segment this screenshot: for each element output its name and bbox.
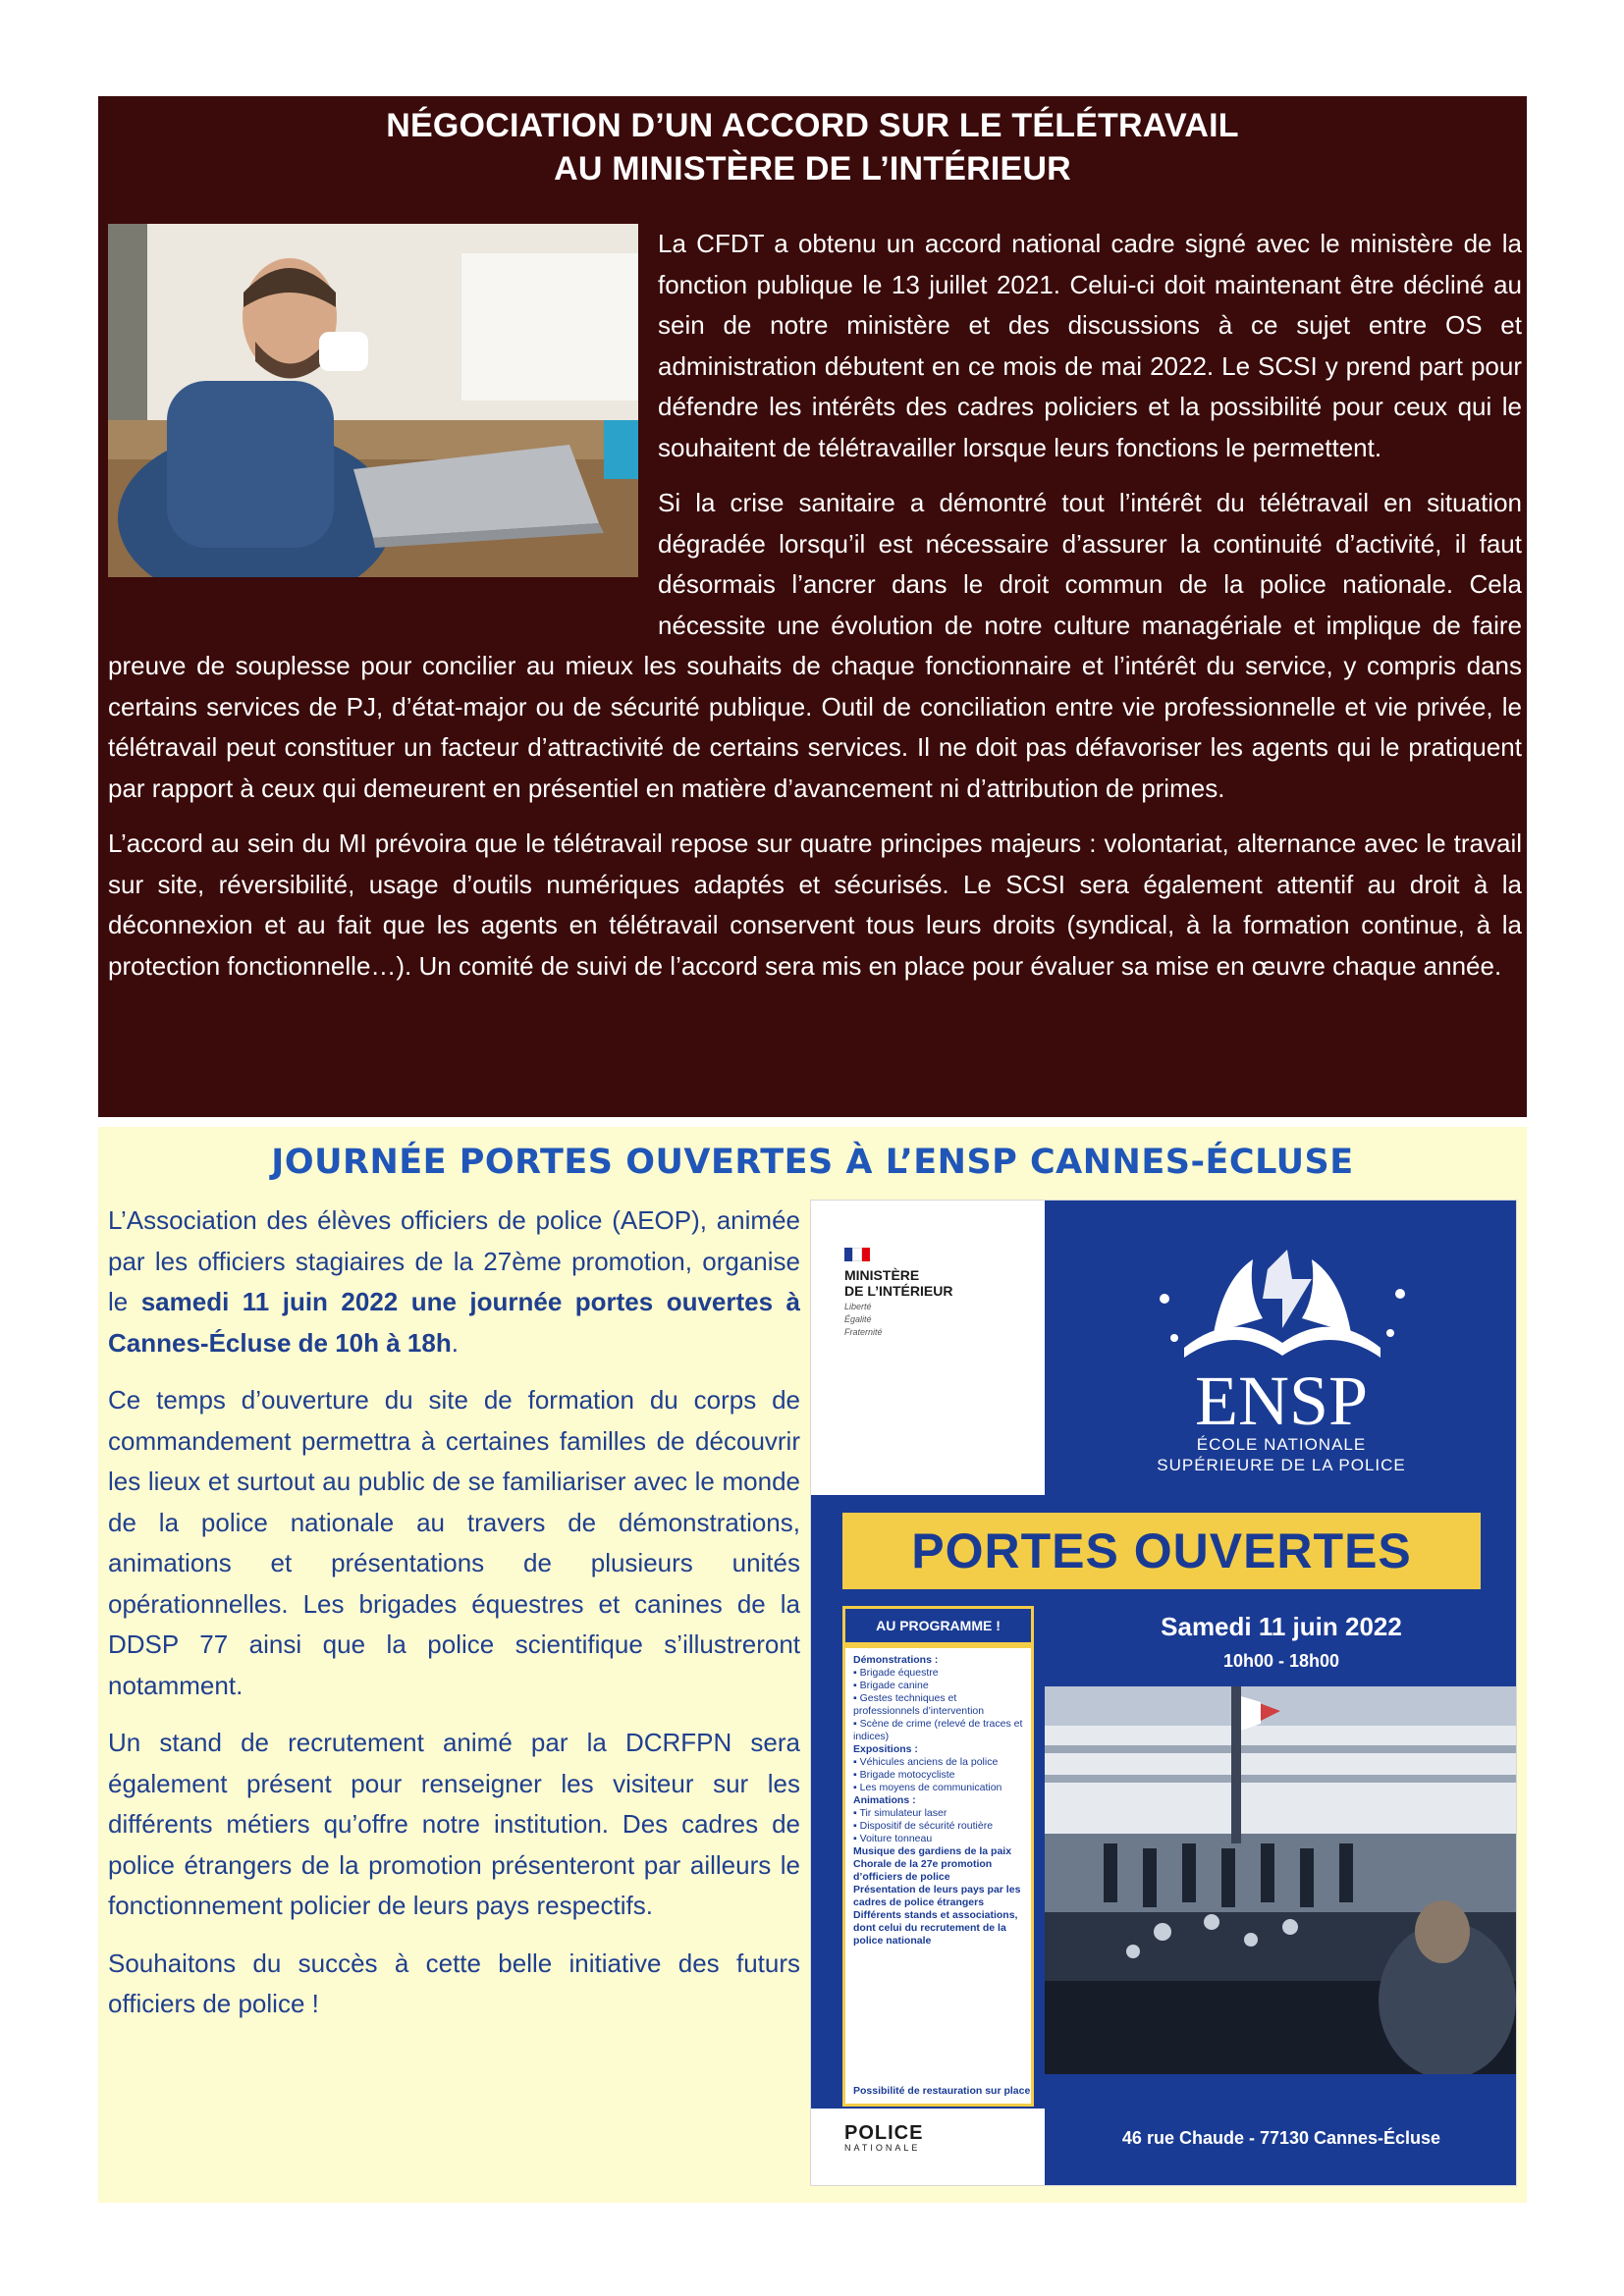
poster-hours: 10h00 - 18h00 <box>1222 1651 1340 1671</box>
portes-ouvertes-body <box>108 1201 800 2042</box>
teletravail-title-line2: AU MINISTÈRE DE L’INTÉRIEUR <box>554 150 1071 187</box>
teletravail-paragraph-1: La CFDT a obtenu un accord national cadre signé avec le ministère de la fonction publique le 13 juillet 2021. Celui-ci doit maintenant être décliné au sein de notre ministère et des discussions à ce sujet entre OS et administration débutent en ce mois de mai 2022. Le SCSI y prend part pour défendre les intérêts des cadres policiers et la possibilité pour ceux qui le souhaitent de télétravailler lorsque leurs fonctions le permettent. <box>658 229 1522 462</box>
ensp-poster <box>810 1200 1517 2186</box>
school-name: ÉCOLE NATIONALE SUPÉRIEURE DE LA POLICE <box>1157 1435 1406 1474</box>
police-parade-photo <box>1045 1686 1517 2074</box>
police-nationale-logo: POLICE NATIONALE <box>844 2122 924 2153</box>
ensp-wordmark: ENSP <box>1194 1362 1369 1440</box>
ensp-emblem-icon <box>1145 1240 1420 1367</box>
teletravail-paragraph-3: L’accord au sein du MI prévoira que le télétravail repose sur quatre principes majeurs : volontariat, alternance avec le travail sur site, réversibilité, usage d’outils numériques adaptés et sécurisés. Le SCSI sera également attentif au droit à la déconnexion et au fait que les agents en télétravail conservent tous leurs droits (syndical, à la formation continue, à la protection fonctionnelle…). Un comité de suivi de l’accord sera mis en place pour évaluer sa mise en œuvre chaque année. <box>108 828 1522 981</box>
portes-ouvertes-paragraph-2: Ce temps d’ouverture du site de formation du corps de commandement permettra à certaines familles de découvrir les lieux et surtout au public de se familiariser avec le monde de la police nationale au travers de démonstrations, animations et présentations de plusieurs unités opérationnelles. Les brigades équestres et canines de la DDSP 77 ainsi que la police scientifique s’illustreront notamment. <box>108 1385 800 1700</box>
portes-ouvertes-paragraph-1: L’Association des élèves officiers de police (AEOP), animée par les officiers stagiaires de la 27ème promotion, organise le samedi 11 juin 2022 une journée portes ouvertes à Cannes-Écluse de 10h à 18h. <box>108 1205 800 1358</box>
portes-ouvertes-title: JOURNÉE PORTES OUVERTES À L’ENSP CANNES-ÉCLUSE <box>271 1143 1354 1182</box>
poster-address: 46 rue Chaude - 77130 Cannes-Écluse <box>1045 2089 1517 2186</box>
teletravail-paragraph-2: Si la crise sanitaire a démontré tout l’intérêt du télétravail en situation dégradée lorsqu’il est nécessaire d’assurer la continuité d’activité, il faut désormais l’ancrer dans le droit commun de la police nationale. Cela nécessite une évolution de notre culture managériale et implique de faire preuve de souplesse pour concilier au mieux les souhaits de chaque fonctionnaire et l’intérêt du service, y compris dans certains services de PJ, d’état-major ou de sécurité publique. Outil de conciliation entre vie professionnelle et vie privée, le télétravail peut constituer un facteur d’attractivité de certains services. Il ne doit pas défavoriser les agents qui le pratiquent par rapport à ceux qui demeurent en présentiel en matière d’avancement ni d’attribution de primes. <box>108 488 1522 803</box>
event-date-highlight: samedi 11 juin 2022 une journée portes ouvertes à Cannes-Écluse de 10h à 18h <box>108 1287 800 1358</box>
au-programme-label: AU PROGRAMME ! <box>842 1606 1034 1645</box>
portes-ouvertes-paragraph-3: Un stand de recrutement animé par la DCRFPN sera également présent pour renseigner les visiteur sur les différents métiers qu’offre notre institution. Des cadres de police étrangers de la promotion présenteront par ailleurs le fonctionnement policier de leurs pays respectifs. <box>108 1728 800 1920</box>
teletravail-title <box>98 96 1527 190</box>
teletravail-title-line1: NÉGOCIATION D’UN ACCORD SUR LE TÉLÉTRAVAIL <box>386 107 1239 144</box>
program-list: Démonstrations : ▪ Brigade équestre ▪ Brigade canine ▪ Gestes techniques et professionnels d’intervention ▪ Scène de crime (relevé de traces et indices) Expositions : ▪ Véhicules anciens de la police ▪ Brigade motocycliste ▪ Les moyens de communication Animations : ▪ Tir simulateur laser ▪ Dispositif de sécurité routière ▪ Voiture tonneau Musique des gardiens de la paix Chorale de la 27e promotion d’officiers de police Présentation de leurs pays par les cadres de police étrangers Différents stands et associations, dont celui du recrutement de la police nationale Possibilité de restauration sur place <box>842 1645 1034 2107</box>
teletravail-section <box>98 96 1527 1117</box>
portes-ouvertes-banner: PORTES OUVERTES <box>842 1513 1481 1589</box>
poster-date: Samedi 11 juin 2022 <box>1161 1612 1402 1641</box>
teletravail-body <box>108 224 1522 1001</box>
portes-ouvertes-paragraph-4: Souhaitons du succès à cette belle initiative des futurs officiers de police ! <box>108 1948 800 2018</box>
restauration-note: Possibilité de restauration sur place <box>853 2085 1031 2097</box>
parade-illustration <box>1045 1686 1517 2074</box>
french-flag-icon <box>844 1248 870 1261</box>
ministry-logo: MINISTÈRE DE L’INTÉRIEUR Liberté Égalité Fraternité <box>844 1248 1021 1337</box>
